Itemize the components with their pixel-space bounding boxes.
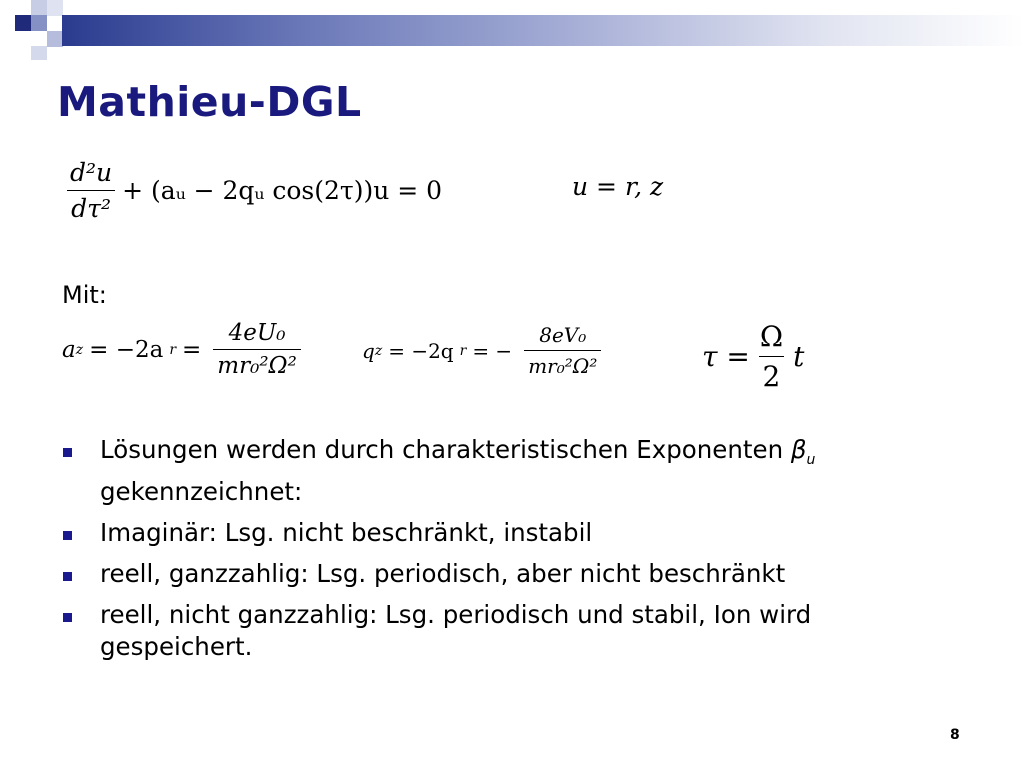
beta-symbol: β (790, 435, 807, 464)
list-item (62, 558, 962, 590)
qz-mid-sub: r (459, 342, 467, 359)
fraction-numerator: d²u (70, 158, 113, 187)
page-number: 8 (950, 727, 960, 743)
deco-square (31, 0, 47, 16)
fraction-denominator: dτ² (67, 190, 115, 223)
deco-square (47, 0, 63, 16)
qz-equation (362, 323, 607, 378)
az-numerator: 4eU₀ (228, 320, 286, 346)
deco-square (31, 46, 47, 60)
az-mid-sub: r (169, 341, 177, 358)
bullet-text: reell, nicht ganzzahlig: Lsg. periodisch und stabil, Ion wird gespeichert. (100, 599, 812, 661)
az-lhs: a (62, 336, 76, 363)
bullet-square-icon (63, 572, 72, 581)
az-mid: = −2a (89, 336, 164, 363)
az-equation (62, 320, 307, 379)
mathieu-equation (60, 158, 442, 223)
deco-square (15, 15, 31, 31)
qz-lhs: q (362, 338, 375, 363)
bullet-square-icon (63, 531, 72, 540)
list-item (62, 517, 962, 549)
qz-fraction (524, 323, 601, 378)
bullet-square-icon (63, 613, 72, 622)
slide-title: Mathieu-DGL (57, 78, 362, 126)
qz-denominator: mr₀²Ω² (524, 350, 601, 378)
second-derivative-fraction (66, 158, 116, 223)
az-lhs-sub: z (75, 341, 84, 358)
qz-numerator: 8eV₀ (539, 323, 587, 347)
tau-fraction (756, 320, 787, 393)
tau-numerator: Ω (759, 320, 784, 353)
deco-square (31, 15, 47, 31)
az-denominator: mr₀²Ω² (213, 349, 301, 379)
tau-equation (702, 320, 804, 393)
bullet-text: reell, ganzzahlig: Lsg. periodisch, aber nicht beschränkt (100, 558, 786, 588)
deco-square (47, 31, 63, 47)
bullet-text: Lösungen werden durch charakteristischen Exponenten (100, 435, 791, 464)
mit-label: Mit: (62, 281, 107, 309)
list-item (62, 434, 962, 508)
bullet-text-continued: gekennzeichnet: (100, 476, 303, 506)
header-gradient-bar (62, 15, 1024, 46)
qz-eq: = − (472, 338, 513, 363)
u-definition: u = r, z (572, 172, 664, 201)
header-decoration (0, 0, 1024, 60)
bullet-text: Imaginär: Lsg. nicht beschränkt, instabil (100, 517, 593, 547)
az-fraction (213, 320, 301, 379)
bullet-list (62, 434, 962, 672)
tau-denominator: 2 (759, 356, 785, 393)
az-eq: = (182, 336, 202, 363)
list-item (62, 599, 962, 663)
qz-mid: = −2q (388, 338, 454, 363)
qz-lhs-sub: z (374, 342, 383, 359)
equation-rest: + (aᵤ − 2qᵤ cos(2τ))u = 0 (122, 176, 443, 205)
beta-subscript: u (806, 451, 816, 468)
bullet-square-icon (63, 448, 72, 457)
tau-rhs: t (793, 340, 805, 373)
tau-lhs: τ = (702, 340, 750, 373)
